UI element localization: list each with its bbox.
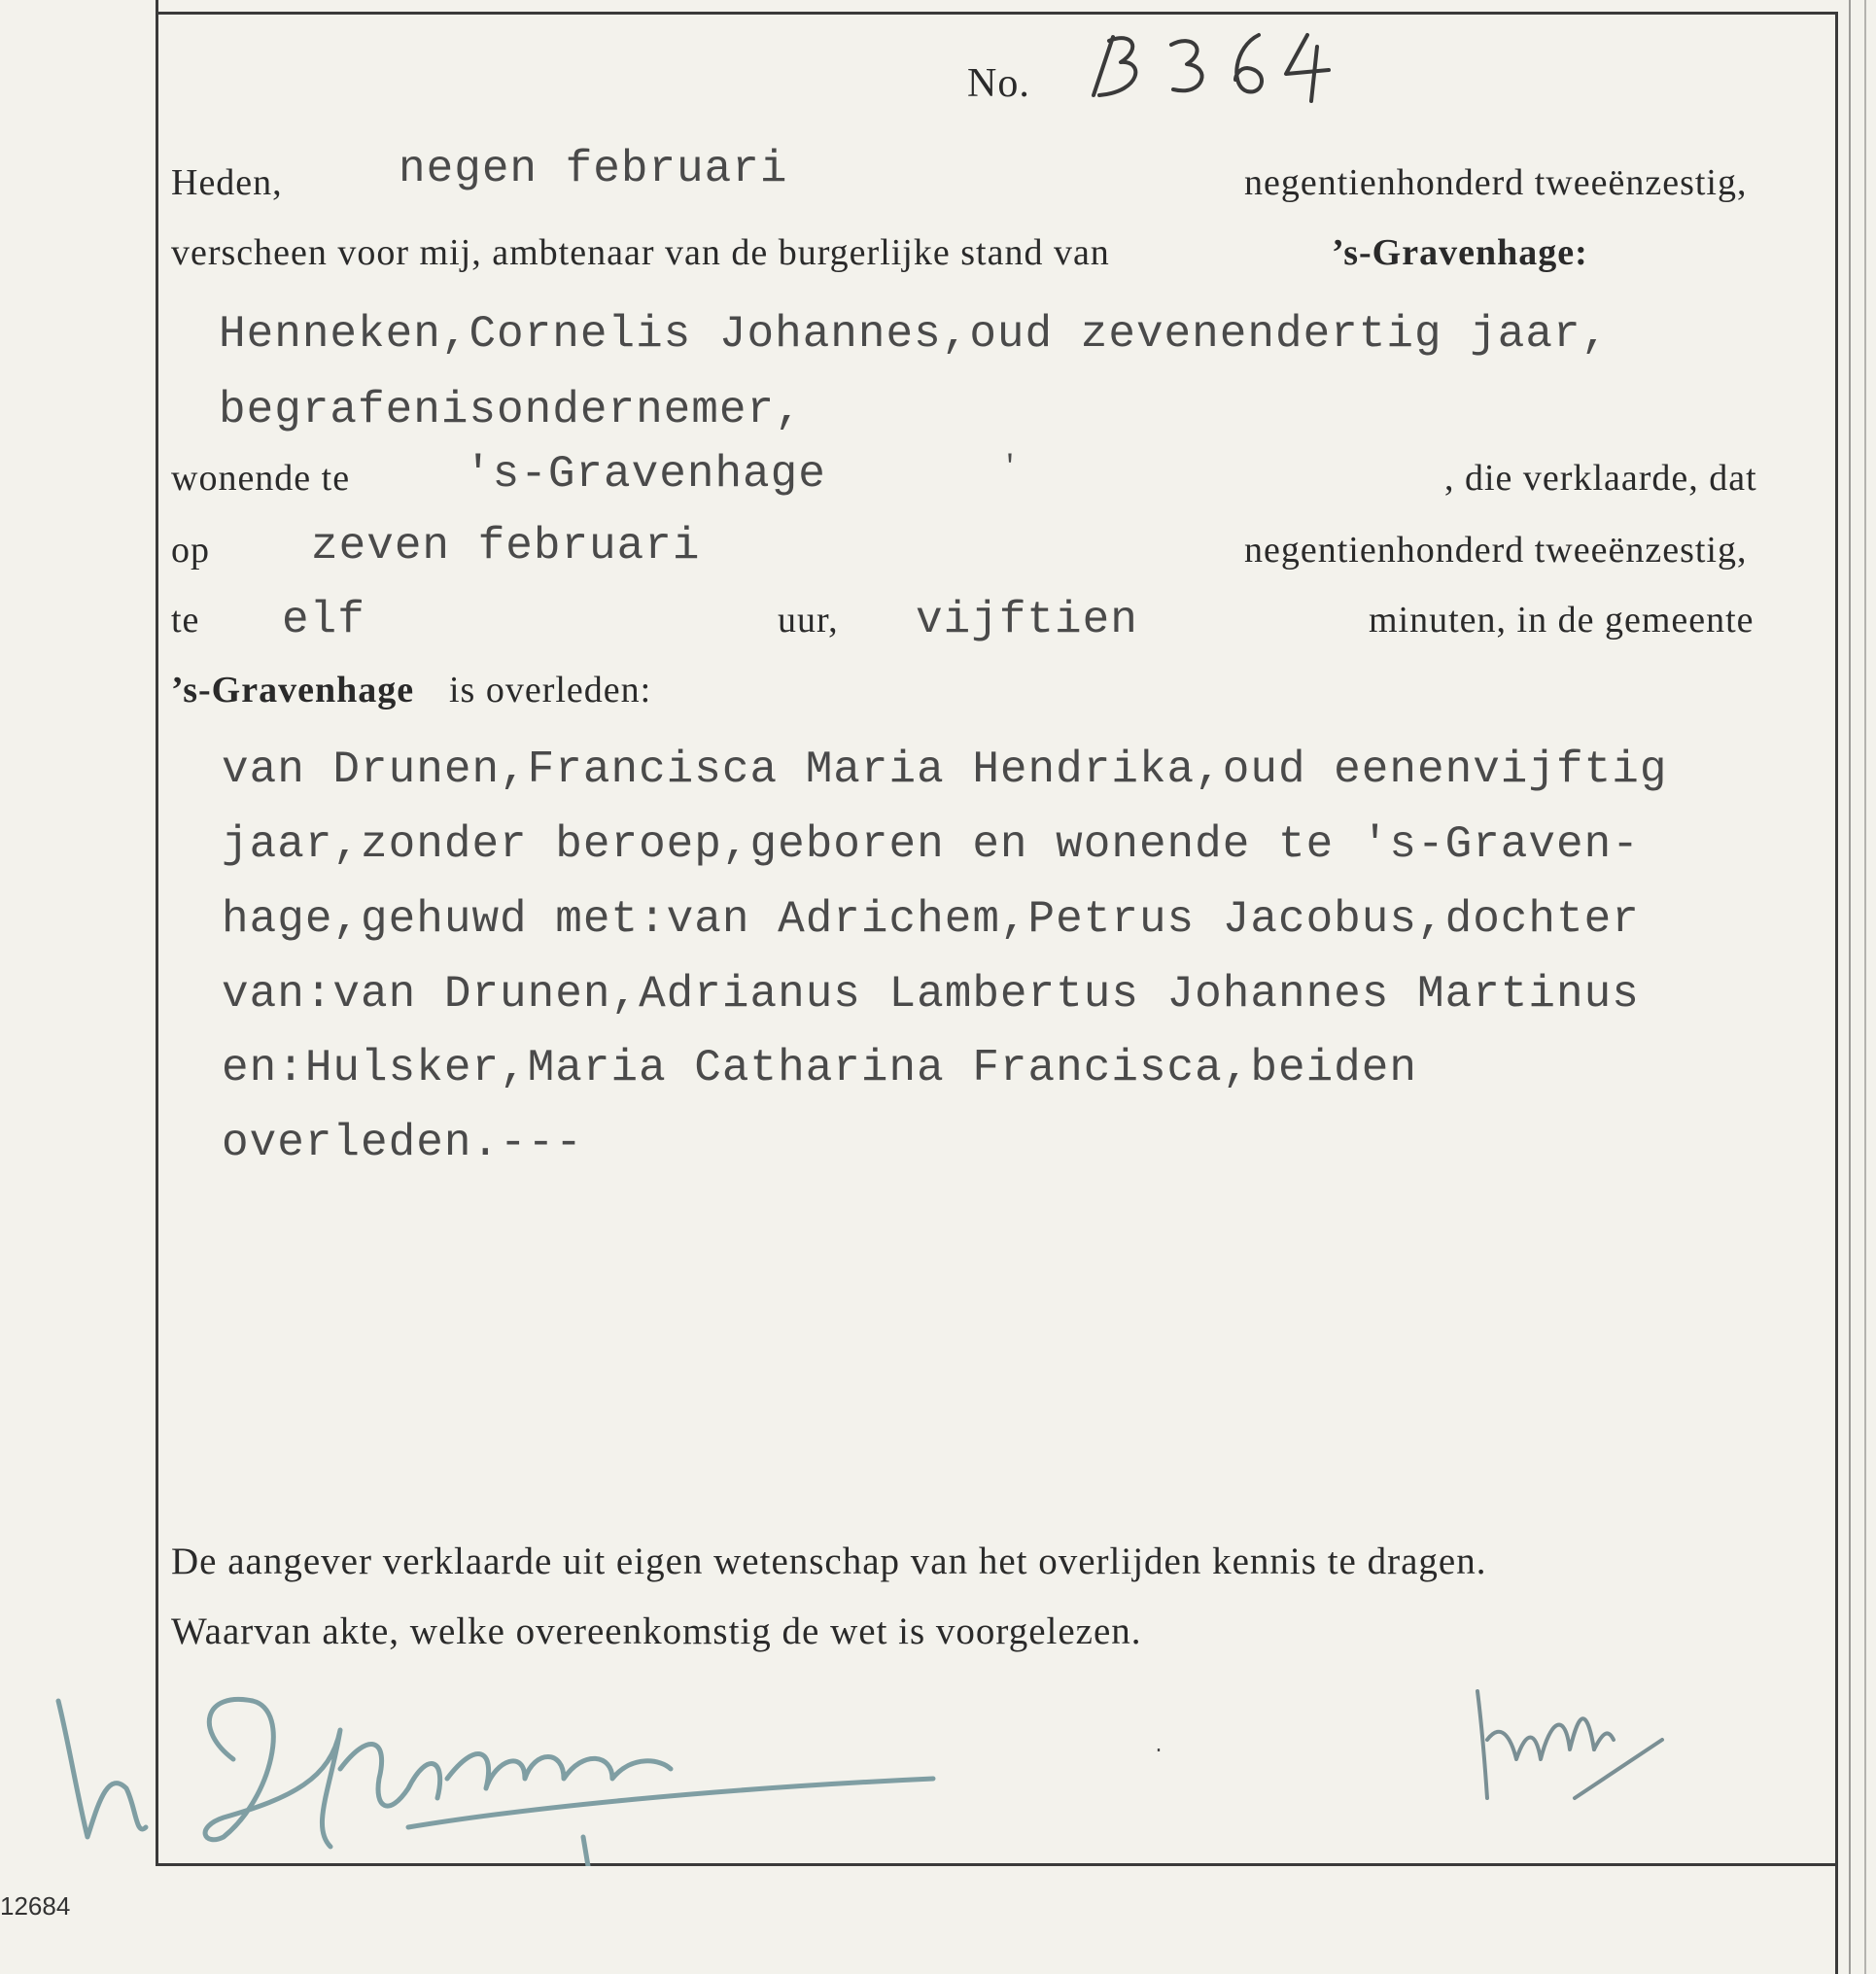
deceased-line: en:Hulsker,Maria Catharina Francisca,beiden [222, 1043, 1417, 1093]
minuten-text: minuten, in de gemeente [1369, 600, 1754, 641]
overleden-text: is overleden: [449, 670, 652, 710]
declarant-residence-typed: 's-Gravenhage [465, 449, 826, 500]
minutes-typed: vijftien [916, 595, 1138, 645]
frame-top-rule [156, 12, 1835, 15]
uur-label: uur, [778, 600, 839, 641]
op-label: op [171, 530, 210, 571]
deceased-line: van:van Drunen,Adrianus Lambertus Johannes Martinus [222, 969, 1640, 1020]
deceased-line: hage,gehuwd met:van Adrichem,Petrus Jacobus,dochter [222, 894, 1640, 945]
signature-registrar [1458, 1672, 1672, 1808]
ink-dot: · [1153, 1740, 1166, 1762]
te-label: te [171, 600, 200, 641]
deceased-line: jaar,zonder beroep,geboren en wonende te 's-Graven- [222, 819, 1640, 870]
deceased-line: overleden.--- [222, 1118, 583, 1168]
death-municipality-printed: ’s-Gravenhage [171, 670, 415, 710]
wonende-label: wonende te [171, 458, 351, 499]
declarant-line: begrafenisondernemer, [219, 385, 803, 435]
municipality-printed: ’s-Gravenhage: [1332, 232, 1588, 273]
closing-line: De aangever verklaarde uit eigen wetenschap van het overlijden kennis te dragen. [171, 1541, 1487, 1582]
record-number-handwritten [1074, 27, 1346, 105]
death-year-printed: negentienhonderd tweeënzestig, [1244, 530, 1748, 571]
declaration-year-printed: negentienhonderd tweeënzestig, [1244, 162, 1748, 203]
heden-label: Heden, [171, 162, 283, 203]
declaration-date-typed: negen februari [399, 144, 788, 194]
page-edge-line [1864, 0, 1866, 1974]
record-number-label: No. [967, 61, 1030, 106]
page-edge-line [1849, 0, 1851, 1974]
declarant-line: Henneken,Cornelis Johannes,oud zevenendertig jaar, [219, 309, 1610, 360]
verklaarde-text: , die verklaarde, dat [1444, 458, 1757, 499]
closing-line: Waarvan akte, welke overeenkomstig de wet is voorgelezen. [171, 1610, 1142, 1652]
verscheen-text: verscheen voor mij, ambtenaar van de burgerlijke stand van [171, 232, 1110, 273]
death-date-typed: zeven februari [311, 521, 701, 571]
frame-right-rule [1835, 12, 1838, 1974]
declarant-residence-mark: ' [1001, 451, 1021, 484]
footer-doc-number: 12684 [0, 1891, 71, 1921]
bleed-through-mark [156, 39, 206, 96]
hour-typed: elf [282, 595, 365, 645]
frame-left-rule [156, 0, 158, 1864]
signature-declarant [39, 1672, 943, 1866]
deceased-line: van Drunen,Francisca Maria Hendrika,oud eenenvijftig [222, 745, 1668, 795]
